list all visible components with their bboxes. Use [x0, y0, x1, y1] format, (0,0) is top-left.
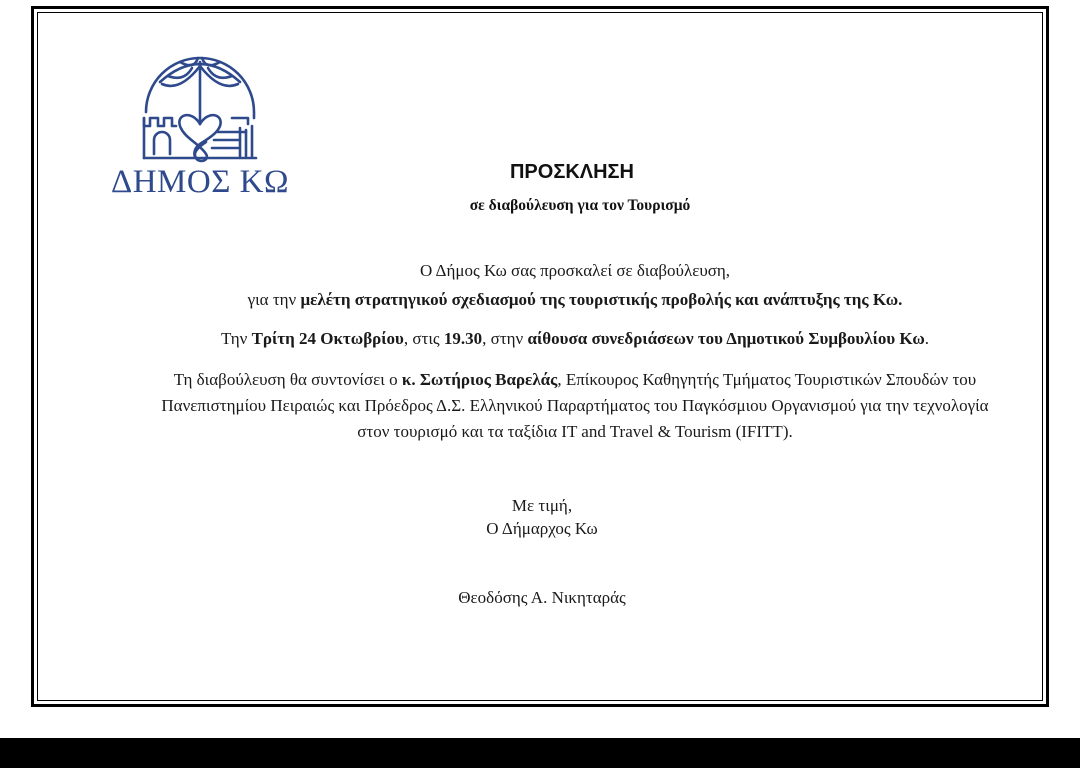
event-suffix: .: [924, 329, 930, 348]
intro-line-2: [0, 290, 1080, 310]
intro-line-1: Ο Δήμος Κω σας προσκαλεί σε διαβούλευση,: [419, 261, 731, 280]
moderator-description: , Επίκουρος Καθηγητής Τμήματος Τουριστικών Σπουδών του Πανεπιστημίου Πειραιώς και Πρόεδρος Δ.Σ. Ελληνικού Παραρτήματος του Παγκόσμιου Οργανισμού για την τεχνολογία στον τουρισμό και τα ταξίδια IT and Travel & Tourism (IFITT).: [161, 370, 989, 441]
event-time: 19.30: [443, 329, 483, 348]
event-sep-2: , στην: [482, 329, 528, 348]
page-title: ΠΡΟΣΚΛΗΣΗ: [509, 161, 634, 183]
logo-wordmark: ΔΗΜΟΣ ΚΩ: [110, 164, 290, 200]
signatory-role: Ο Δήμαρχος Κω: [486, 519, 598, 538]
event-location: αίθουσα συνεδριάσεων του Δημοτικού Συμβουλίου Κω: [527, 329, 925, 348]
intro-line-2-prefix: για την: [247, 290, 301, 309]
page-subtitle: σε διαβούλευση για τον Τουρισμό: [469, 197, 691, 214]
bottom-black-band: [0, 738, 1080, 768]
moderator-prefix: Τη διαβούλευση θα συντονίσει ο: [173, 370, 402, 389]
closing: Με τιμή,: [511, 496, 573, 515]
event-details: [0, 329, 1080, 349]
moderator-name: κ. Σωτήριος Βαρελάς: [401, 370, 558, 389]
event-date: Τρίτη 24 Οκτωβρίου: [251, 329, 404, 348]
study-title: μελέτη στρατηγικού σχεδιασμού της τουριστικής προβολής και ανάπτυξης της Κω.: [300, 290, 903, 309]
kos-emblem-icon: [140, 52, 260, 164]
moderator-paragraph: [160, 367, 990, 445]
event-sep-1: , στις: [403, 329, 444, 348]
event-prefix: Την: [220, 329, 252, 348]
signatory-name: Θεοδόσης Α. Νικηταράς: [458, 588, 626, 607]
